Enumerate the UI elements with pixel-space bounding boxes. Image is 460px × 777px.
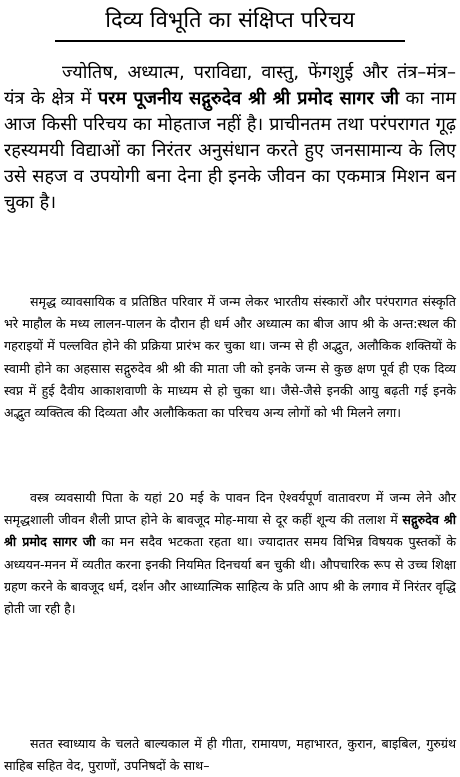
paragraph-2-text-a: वस्त्र व्यवसायी पिता के यहां 20 मई के पावन दिन ऐश्वर्यपूर्ण वातावरण में जन्म लेने और समृद्धशाली जीवन शैली प्राप्त होने के बावजूद मोह-माया से दूर कहीं शून्य की तलाश में [4,490,456,528]
paragraph-2-guru-name: सद्गुरुदेव श्री श्री प्रमोद सागर जी [4,512,456,550]
paragraph-3-text: सतत स्वाध्याय के चलते बाल्यकाल में ही गीता, रामायण, महाभारत, कुरान, बाइबिल, गुरुग्रंथ साहिब सहित वेद, पुराणों, उपनिषदों के साथ– [4,736,456,774]
paragraph-1-text: समृद्ध व्यावसायिक व प्रतिष्ठित परिवार में जन्म लेकर भारतीय संस्कारों और परंपरागत संस्कृति भरे माहौल के मध्य लालन-पालन के दौरान ही धर्म और अध्यात्म का बीज आप श्री के अन्त:स्थल की गहराइयों में पल्लवित होने की प्रक्रिया प्रारंभ कर चुका था। जन्म से ही अद्भुत, अलौकिक शक्तियों के स्वामी होने का अहसास सद्गुरुदेव श्री श्री की माता जी को इनके जन्म से कुछ क्षण पूर्व ही एक दिव्य स्वप्न में हुई दैवीय आकाशवाणी के माध्यम से हो चुका था। जैसे-जैसे इनकी आयु बढ़ती गई इनके अद्भुत व्यक्तित्व की दिव्यता और अलौकिकता का परिचय अन्य लोगों को भी मिलने लगा। [4,294,456,421]
intro-paragraph [4,60,456,216]
paragraph-2 [4,487,456,620]
intro-text-a: ज्योतिष, अध्यात्म, पराविद्या, वास्तु, फेंगशुई और तंत्र–मंत्र–यंत्र के क्षेत्र में [4,62,456,109]
intro-text-b: का नाम आज किसी परिचय का मोहताज नहीं है। प्राचीनतम तथा परंपरागत गूढ़ रहस्यमयी विद्याओं का निरंतर अनुसंधान करते हुए जनसामान्य के लिए उसे सहज व उपयोगी बना देना ही इनके जीवन का एकमात्र मिशन बन चुका है। [4,88,456,213]
paragraph-1 [4,291,456,424]
paragraph-3 [4,733,456,777]
paragraph-2-text-b: का मन सदैव भटकता रहता था। ज्यादातर समय विभिन्न विषयक पुस्तकों के अध्ययन-मनन में व्यतीत करना इनकी नियमित दिनचर्या बन चुकी थी। औपचारिक रूप से उच्च शिक्षा ग्रहण करने के बावजूद धर्म, दर्शन और आध्यात्मिक साहित्य के प्रति आप श्री के लगाव में निरंतर वृद्धि होती जा रही है। [4,534,456,617]
intro-guru-name: परम पूजनीय सद्गुरुदेव श्री श्री प्रमोद सागर जी [97,88,400,109]
title-underline [55,40,405,42]
page-title: दिव्य विभूति का संक्षिप्त परिचय [105,8,355,33]
